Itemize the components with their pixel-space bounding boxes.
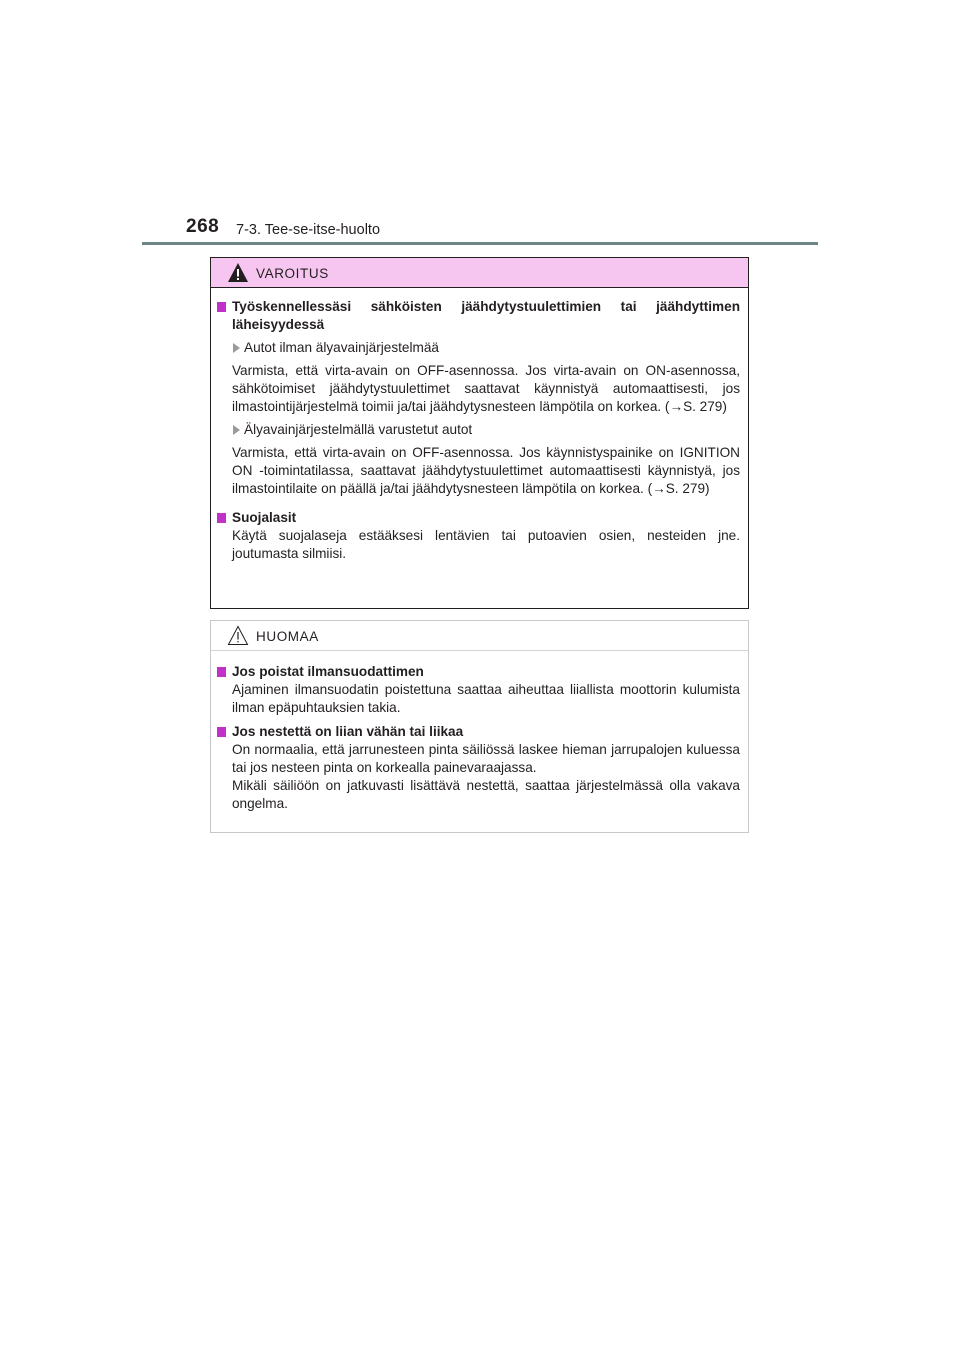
bullet-square-icon [217, 302, 226, 312]
page-reference: S. 279) [665, 481, 710, 496]
item-title-text: Suojalasit [232, 510, 297, 525]
sub-title-text: Autot ilman älyavainjärjestelmää [244, 340, 439, 355]
bullet-square-icon [217, 727, 226, 737]
notice-item-air-filter [217, 663, 740, 717]
notice-item-fluid-level [217, 723, 740, 813]
page-header [0, 0, 960, 250]
text-part: Varmista, että virta-avain on OFF-asennossa. Jos virta-avain on ON-asennossa, sähkötoimiset jäähdytystuulettimet saattavat käynnistyä automaattisesti, jos ilmastointijärjestelmä toimii ja/tai jäähdytysnesteen lämpötila on korkea. ( [232, 363, 740, 414]
warning-header [211, 258, 748, 288]
notice-header [211, 621, 748, 651]
arrow-ref-icon: → [669, 399, 684, 414]
item-title-text: Jos poistat ilmansuodattimen [232, 664, 424, 679]
bullet-square-icon [217, 513, 226, 523]
item-title [217, 298, 740, 334]
warning-triangle-icon [227, 262, 249, 283]
notice-box [210, 620, 749, 833]
item-text [217, 444, 740, 498]
notice-body [211, 651, 748, 813]
item-title [217, 509, 740, 527]
item-text: Ajaminen ilmansuodatin poistettuna saattaa aiheuttaa liiallista moottorin kulumista ilman epäpuhtauksien takia. [232, 682, 740, 715]
warning-label: VAROITUS [256, 266, 329, 281]
warning-item-cooling-fans [217, 298, 740, 498]
warning-body [211, 288, 748, 563]
page-number: 268 [186, 216, 220, 237]
triangle-bullet-icon [233, 425, 240, 435]
warning-box [210, 257, 749, 609]
section-title: 7-3. Tee-se-itse-huolto [236, 222, 381, 238]
item-text: Mikäli säiliöön on jatkuvasti lisättävä nestettä, saattaa järjestelmässä olla vakava ongelma. [232, 778, 740, 811]
warning-item-goggles [217, 509, 740, 563]
page-reference: S. 279) [683, 399, 727, 414]
bullet-square-icon [217, 667, 226, 677]
arrow-ref-icon: → [652, 481, 666, 496]
item-text: On normaalia, että jarrunesteen pinta säiliössä laskee hieman jarrupalojen kuluessa tai jos nesteen pinta on korkealla painevaraajassa. [232, 742, 740, 775]
item-title [217, 723, 740, 741]
text-part: Varmista, että virta-avain on OFF-asennossa. Jos käynnistyspainike on IGNITION ON -toimintatilassa, saattavat jäähdytystuulettimet automaattisesti käynnistyä, jos ilmastointilaite on päällä ja/tai jäähdytysnesteen lämpötila on korkea. ( [232, 445, 740, 496]
caution-triangle-outline-icon [227, 625, 249, 646]
item-title [217, 663, 740, 681]
item-title-text: Jos nestettä on liian vähän tai liikaa [232, 724, 464, 739]
item-text: Käytä suojalaseja estääksesi lentävien tai putoavien osien, nesteiden jne. joutumasta silmiisi. [232, 528, 740, 561]
header-rule [142, 242, 818, 245]
item-title-text: Työskennellessäsi sähköisten jäähdytystuulettimien tai jäähdyttimen läheisyydessä [232, 299, 740, 332]
sub-title [217, 421, 740, 439]
triangle-bullet-icon [233, 343, 240, 353]
item-text [217, 362, 740, 416]
sub-title-text: Älyavainjärjestelmällä varustetut autot [244, 422, 473, 437]
notice-label: HUOMAA [256, 629, 319, 644]
sub-title [217, 339, 740, 357]
